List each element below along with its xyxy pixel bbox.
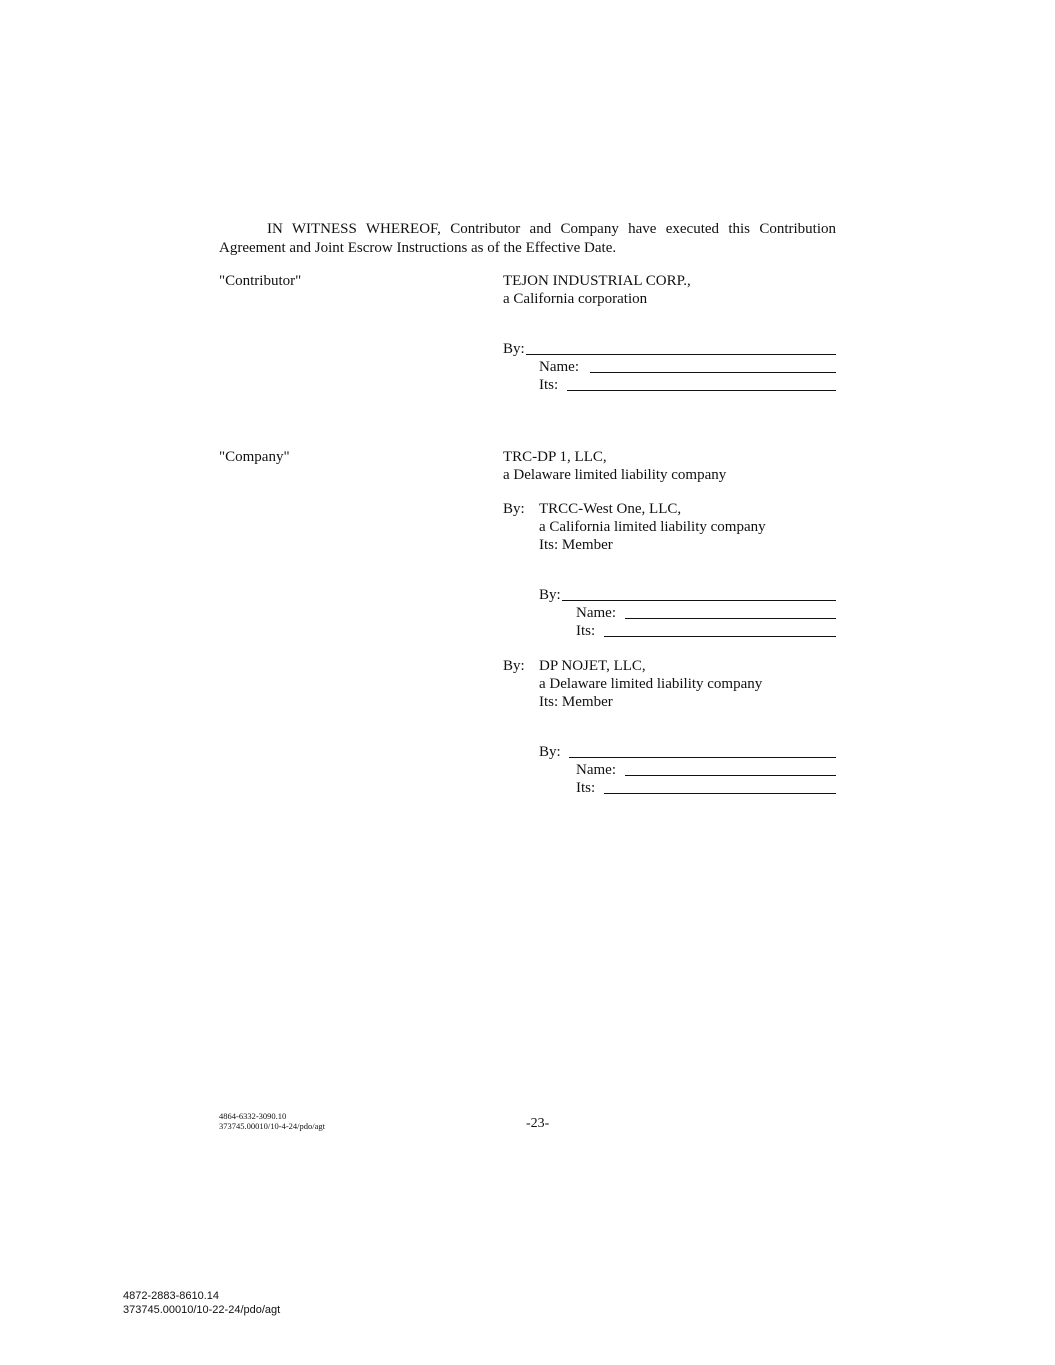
member2-desc: a Delaware limited liability company — [539, 676, 763, 692]
company-label: "Company" — [219, 449, 290, 465]
footer-doc-number-1: 4864-6332-3090.10 — [219, 1111, 287, 1121]
contributor-name-label: Name: — [539, 359, 579, 375]
member2-role: Its: Member — [539, 694, 613, 710]
contributor-by-label: By: — [503, 341, 525, 357]
member1-sig-its-label: Its: — [576, 623, 596, 639]
contributor-signature-line[interactable] — [526, 354, 836, 355]
member1-name-line[interactable] — [625, 618, 836, 619]
member1-by-label: By: — [503, 501, 525, 517]
bottom-docid-line2: 373745.00010/10-22-24/pdo/agt — [123, 1304, 281, 1316]
member1-desc: a California limited liability company — [539, 519, 766, 535]
bottom-docid-line1: 4872-2883-8610.14 — [123, 1290, 220, 1302]
member1-name: TRCC-West One, LLC, — [539, 501, 682, 517]
member2-sig-name-label: Name: — [576, 762, 616, 778]
contributor-its-line[interactable] — [567, 390, 836, 391]
member2-its-line[interactable] — [604, 793, 836, 794]
member2-signature-line[interactable] — [569, 757, 836, 758]
member2-sig-its-label: Its: — [576, 780, 596, 796]
member2-sig-by-label: By: — [539, 744, 561, 760]
witness-paragraph: IN WITNESS WHEREOF, Contributor and Company have executed this Contribution Agreement and Joint Escrow Instructions as of the Effective Date. — [219, 221, 836, 256]
member1-sig-name-label: Name: — [576, 605, 616, 621]
contributor-name-line[interactable] — [590, 372, 836, 373]
member1-sig-by-label: By: — [539, 587, 561, 603]
member1-signature-line[interactable] — [562, 600, 836, 601]
member1-role: Its: Member — [539, 537, 613, 553]
member1-its-line[interactable] — [604, 636, 836, 637]
contributor-entity-desc: a California corporation — [503, 291, 648, 307]
member2-name: DP NOJET, LLC, — [539, 658, 646, 674]
footer-doc-number-2: 373745.00010/10-4-24/pdo/agt — [219, 1121, 326, 1131]
member2-name-line[interactable] — [625, 775, 836, 776]
contributor-entity-name: TEJON INDUSTRIAL CORP., — [503, 273, 691, 289]
contributor-label: "Contributor" — [219, 273, 302, 289]
contributor-its-label: Its: — [539, 377, 559, 393]
company-entity-name: TRC-DP 1, LLC, — [503, 449, 607, 465]
company-entity-desc: a Delaware limited liability company — [503, 467, 727, 483]
page-number: -23- — [526, 1116, 550, 1131]
member2-by-label: By: — [503, 658, 525, 674]
